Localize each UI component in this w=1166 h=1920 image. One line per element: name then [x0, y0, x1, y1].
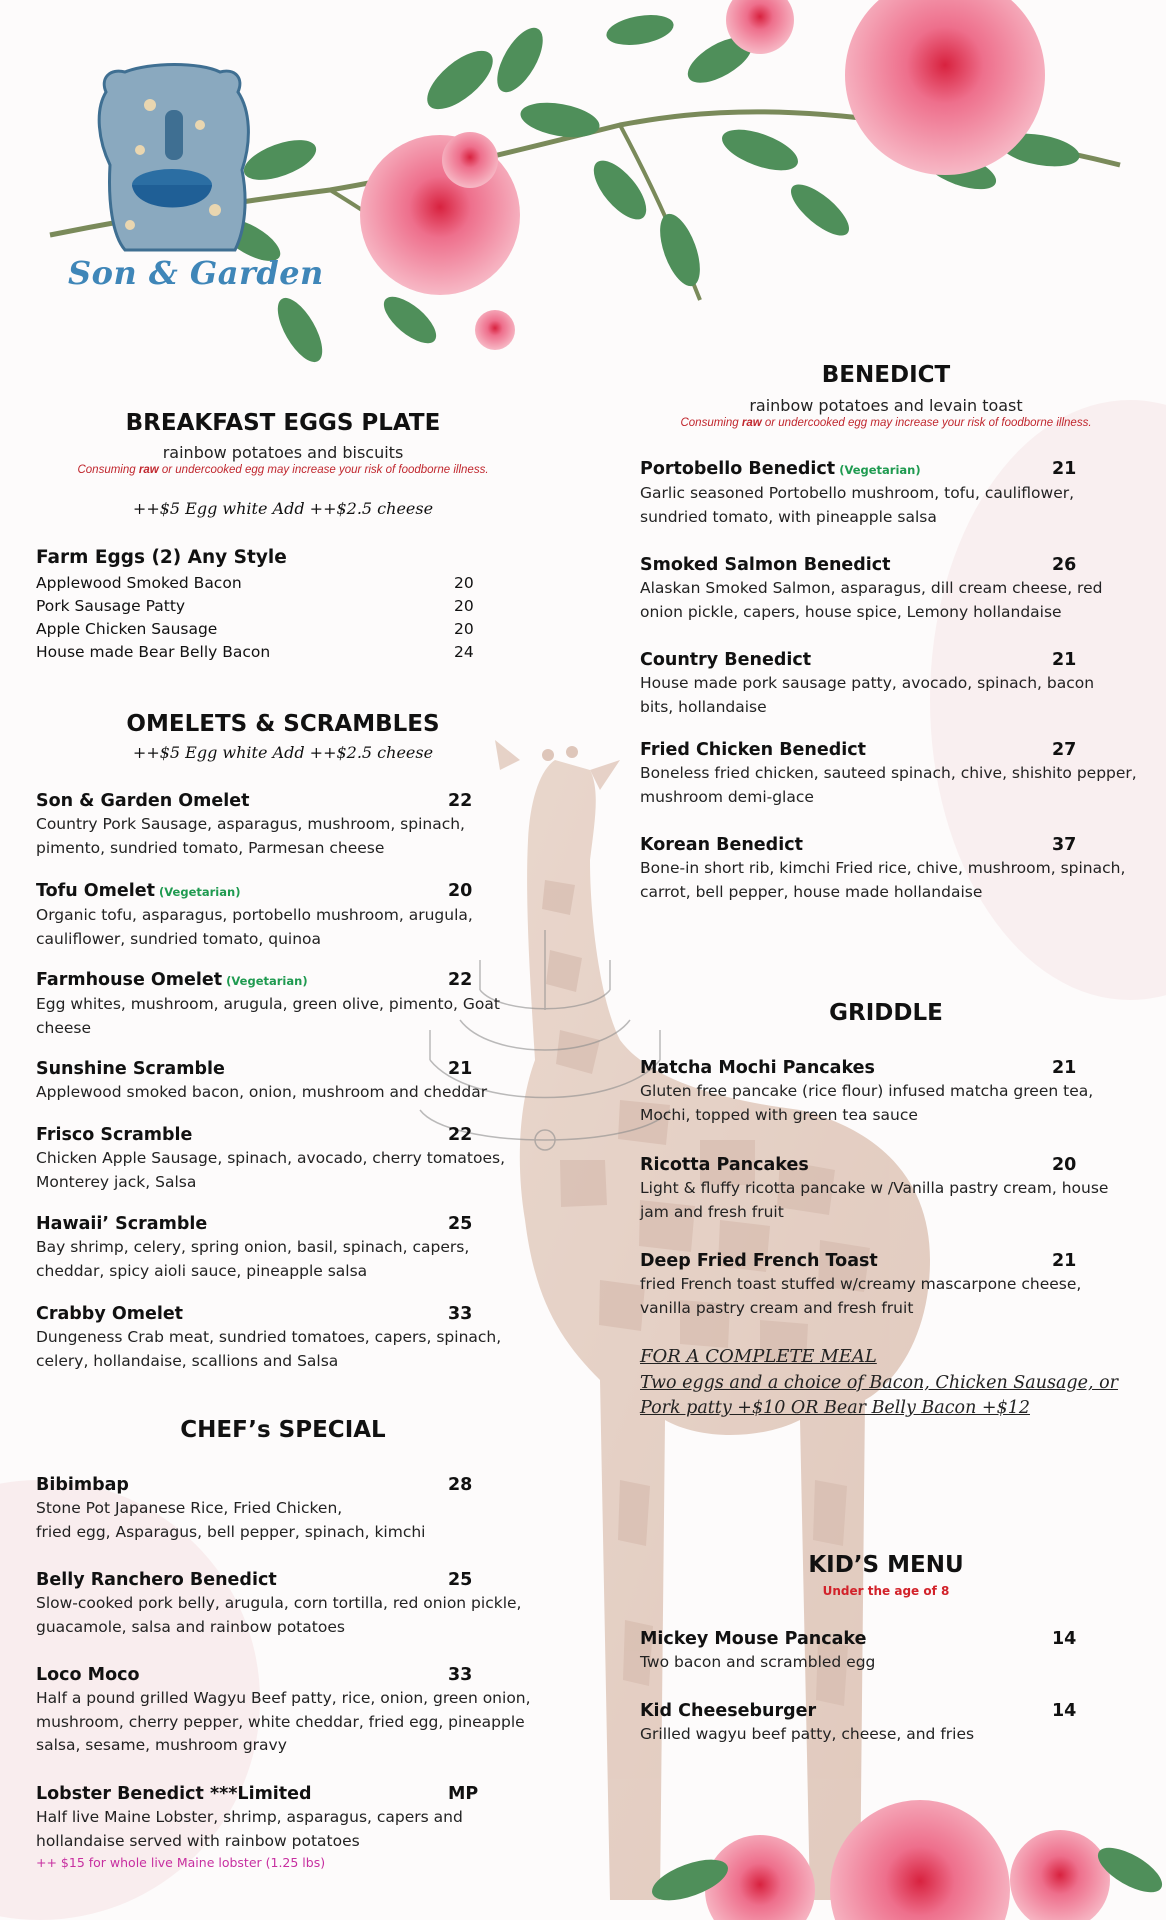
menu-item: Matcha Mochi Pancakes 21 Gluten free pancake (rice flour) infused matcha green tea, Mochi, topped with green tea sauce	[640, 1058, 1094, 1124]
kids-section-title: KID’S MENU	[808, 1552, 964, 1578]
brand-logo-text: Son & Garden	[68, 254, 324, 292]
menu-item: Country Benedict 21 House made pork sausage patty, avocado, spinach, bacon bits, hollandaise	[640, 650, 1095, 716]
complete-meal-title: FOR A COMPLETE MEAL	[640, 1346, 877, 1367]
menu-item: Belly Ranchero Benedict 25 Slow-cooked pork belly, arugula, corn tortilla, red onion pickle, guacamole, salsa and rainbow potatoes	[36, 1570, 522, 1636]
breakfast-section-title: BREAKFAST EGGS PLATE	[125, 410, 441, 436]
list-item: Applewood Smoked Bacon 20	[36, 574, 474, 592]
breakfast-addon: ++$5 Egg white Add ++$2.5 cheese	[132, 499, 434, 518]
breakfast-warning: Consuming raw or undercooked egg may increase your risk of foodborne illness.	[77, 464, 489, 476]
menu-item: Farmhouse Omelet (Vegetarian) 22 Egg whites, mushroom, arugula, green olive, pimento, Goat cheese	[36, 970, 500, 1037]
menu-item: Ricotta Pancakes 20 Light & fluffy ricotta pancake w /Vanilla pastry cream, house jam and fresh fruit	[640, 1155, 1109, 1221]
logo-figure	[99, 65, 248, 251]
menu-item: Korean Benedict 37 Bone-in short rib, kimchi Fried rice, chive, mushroom, spinach, carrot, bell pepper, house made hollandaise	[640, 835, 1126, 901]
vegetarian-tag: (Vegetarian)	[159, 885, 241, 899]
vegetarian-tag: (Vegetarian)	[839, 463, 921, 477]
list-item: House made Bear Belly Bacon 24	[36, 643, 474, 661]
benedict-section-title: BENEDICT	[821, 362, 951, 388]
kids-age-note: Under the age of 8	[822, 1584, 950, 1598]
omelets-addon: ++$5 Egg white Add ++$2.5 cheese	[132, 743, 434, 762]
list-item: Pork Sausage Patty 20	[36, 597, 474, 615]
list-item: Apple Chicken Sausage 20	[36, 620, 474, 638]
menu-item: Son & Garden Omelet 22 Country Pork Sausage, asparagus, mushroom, spinach, pimento, sundried tomato, Parmesan cheese	[36, 791, 473, 857]
complete-meal-text: Two eggs and a choice of Bacon, Chicken Sausage, or Pork patty +$10 OR Bear Belly Bacon +$12	[640, 1373, 1118, 1418]
menu-item: Kid Cheeseburger 14 Grilled wagyu beef patty, cheese, and fries	[640, 1701, 1077, 1743]
farm-eggs-title: Farm Eggs (2) Any Style	[36, 547, 287, 568]
benedict-subtitle: rainbow potatoes and levain toast	[749, 396, 1023, 415]
menu-item: Loco Moco 33 Half a pound grilled Wagyu Beef patty, rice, onion, green onion, mushroom, cherry pepper, white cheddar, fried egg, pineapple salsa, sesame, mushroom gravy	[36, 1665, 531, 1754]
menu-item: Tofu Omelet (Vegetarian) 20 Organic tofu, asparagus, portobello mushroom, arugula, cauliflower, sundried tomato, quinoa	[36, 881, 473, 948]
vegetarian-tag: (Vegetarian)	[226, 974, 308, 988]
menu-item: Mickey Mouse Pancake 14 Two bacon and scrambled egg	[640, 1629, 1077, 1671]
lobster-extra-note: ++ $15 for whole live Maine lobster (1.25 lbs)	[36, 1855, 326, 1870]
menu-item: Lobster Benedict ***Limited MP Half live Maine Lobster, shrimp, asparagus, capers and hollandaise served with rainbow potatoes	[36, 1784, 479, 1850]
omelets-section-title: OMELETS & SCRAMBLES	[126, 711, 440, 737]
menu-item: Hawaii’ Scramble 25 Bay shrimp, celery, spring onion, basil, spinach, capers, cheddar, spicy aioli sauce, pineapple salsa	[36, 1214, 473, 1280]
benedict-warning: Consuming raw or undercooked egg may increase your risk of foodborne illness.	[680, 417, 1092, 429]
chef-special-section-title: CHEF’s SPECIAL	[180, 1417, 386, 1443]
menu-item: Sunshine Scramble 21 Applewood smoked bacon, onion, mushroom and cheddar	[36, 1059, 488, 1101]
menu-item: Fried Chicken Benedict 27 Boneless fried chicken, sauteed spinach, chive, shishito pepper, mushroom demi-glace	[640, 740, 1137, 806]
breakfast-subtitle: rainbow potatoes and biscuits	[162, 443, 404, 462]
menu-item: Portobello Benedict (Vegetarian) 21 Garlic seasoned Portobello mushroom, tofu, cauliflower, sundried tomato, with pineapple salsa	[640, 459, 1077, 526]
menu-item: Smoked Salmon Benedict 26 Alaskan Smoked Salmon, asparagus, dill cream cheese, red onion pickle, capers, house spice, Lemony hollandaise	[640, 555, 1103, 621]
griddle-section-title: GRIDDLE	[829, 1000, 943, 1026]
menu-item: Frisco Scramble 22 Chicken Apple Sausage, spinach, avocado, cherry tomatoes, Monterey jack, Salsa	[36, 1125, 506, 1191]
menu-item: Crabby Omelet 33 Dungeness Crab meat, sundried tomatoes, capers, spinach, celery, hollandaise, scallions and Salsa	[36, 1304, 502, 1370]
menu-item: Bibimbap 28 Stone Pot Japanese Rice, Fried Chicken, fried egg, Asparagus, bell pepper, spinach, kimchi	[36, 1475, 473, 1541]
menu-item: Deep Fried French Toast 21 fried French toast stuffed w/creamy mascarpone cheese, vanilla pastry cream and fresh fruit	[640, 1251, 1082, 1317]
